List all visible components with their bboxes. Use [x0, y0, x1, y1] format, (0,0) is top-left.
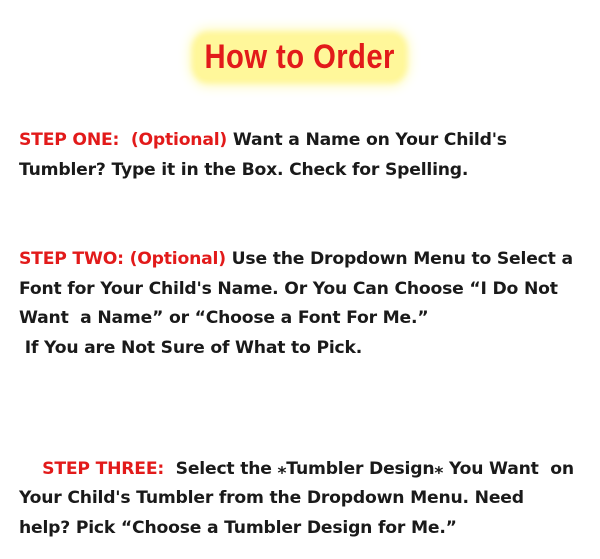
step-two-label: STEP TWO:: [19, 249, 124, 269]
step-three-block: [19, 425, 589, 544]
step-two-text-4: If You are Not Sure of What to Pick.: [19, 338, 363, 359]
step-two-line-1: [19, 245, 589, 275]
step-three-text-2: Your Child's Tumbler from the Dropdown Menu. Need: [19, 488, 524, 509]
step-two-text-3: Want a Name” or “Choose a Font For Me.”: [19, 308, 429, 329]
step-one-label: STEP ONE:: [19, 130, 120, 150]
step-two-text-2: Font for Your Child's Name. Or You Can Choose “I Do Not: [19, 278, 558, 299]
step-one-line-1: [19, 126, 589, 156]
step-one-text-1: Want a Name on Your Child's: [232, 130, 507, 150]
step-three-label: STEP THREE:: [42, 458, 165, 479]
step-one-text-2: Tumbler? Type it in the Box. Check for Spelling.: [19, 159, 469, 180]
step-one-block: [19, 126, 589, 185]
step-three-line-1: [19, 425, 589, 484]
step-two-text-1: Use the Dropdown Menu to Select a: [231, 249, 573, 269]
step-three-text-1: Select the ⁎Tumbler Design⁎ You Want on: [175, 458, 574, 479]
step-one-optional: (Optional): [130, 130, 228, 150]
title-container: [0, 36, 600, 79]
page-title: How to Order: [196, 36, 404, 79]
step-two-optional: (Optional): [129, 249, 226, 269]
step-two-block: [19, 245, 589, 364]
step-three-text-3: help? Pick “Choose a Tumbler Design for Me.”: [19, 518, 457, 539]
